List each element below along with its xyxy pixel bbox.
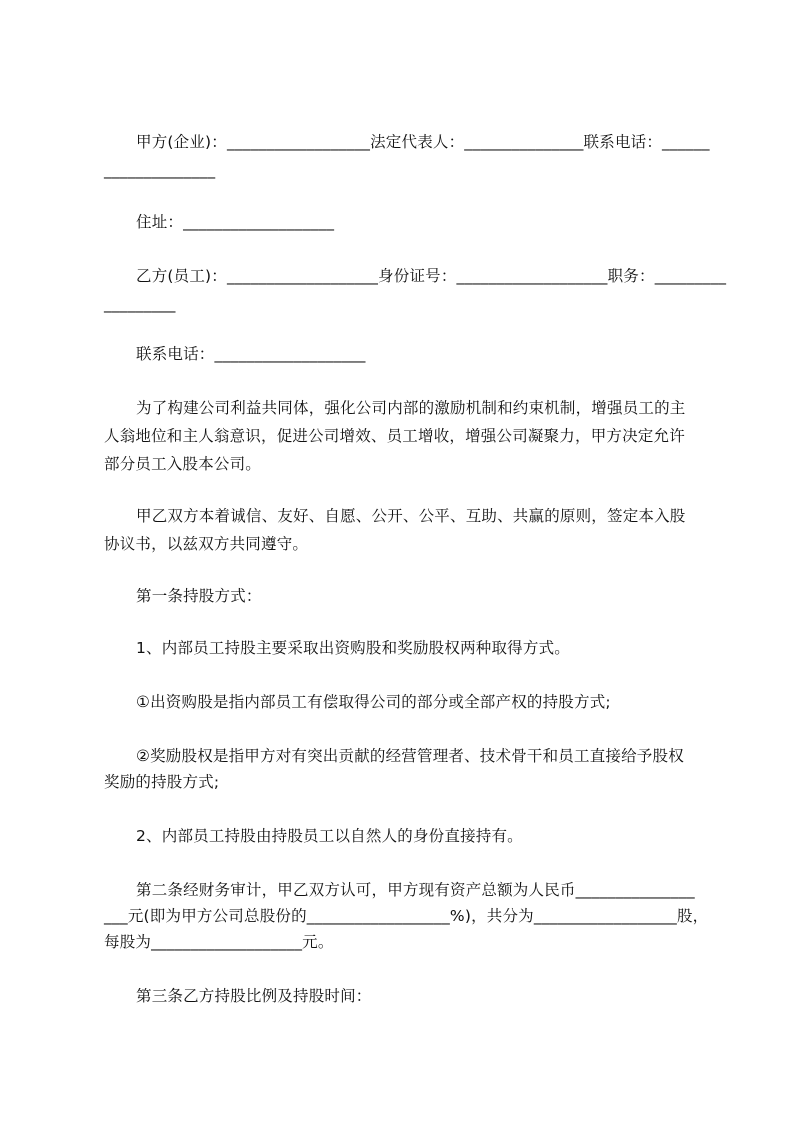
party-b-phone: 联系电话：___________________ xyxy=(136,345,366,363)
article-1-item-1b-line-2: 奖励的持股方式; xyxy=(104,773,220,791)
preamble-line-2: 人翁地位和主人翁意识，促进公司增效、员工增收，增强公司凝聚力，甲方决定允许 xyxy=(104,427,685,445)
article-2-line-3: 每股为___________________元。 xyxy=(104,933,334,951)
party-b-line: 乙方(员工)：___________________身份证号：___________________职务：_________ xyxy=(136,267,727,285)
article-3-heading: 第三条乙方持股比例及持股时间： xyxy=(136,987,372,1005)
party-a-line: 甲方(企业)：__________________法定代表人：_______________联系电话：______ xyxy=(136,133,710,151)
article-1-item-1a: ①出资购股是指内部员工有偿取得公司的部分或全部产权的持股方式; xyxy=(136,693,611,711)
article-1-item-1: 1、内部员工持股主要采取出资购股和奖励股权两种取得方式。 xyxy=(136,639,570,657)
preamble-line-1: 为了构建公司利益共同体，强化公司内部的激励机制和约束机制，增强员工的主 xyxy=(136,399,686,417)
article-1-heading: 第一条持股方式： xyxy=(136,587,262,605)
preamble-line-3: 部分员工入股本公司。 xyxy=(104,455,262,473)
article-1-item-1b-line-1: ②奖励股权是指甲方对有突出贡献的经营管理者、技术骨干和员工直接给予股权 xyxy=(136,747,684,765)
article-2-line-1: 第二条经财务审计，甲乙双方认可，甲方现有资产总额为人民币_______________ xyxy=(136,881,695,899)
article-1-item-2: 2、内部员工持股由持股员工以自然人的身份直接持有。 xyxy=(136,827,523,845)
party-a-line-cont: ______________ xyxy=(104,161,216,179)
party-b-line-cont: _________ xyxy=(104,295,176,313)
principle-line-1: 甲乙双方本着诚信、友好、自愿、公开、公平、互助、共赢的原则，签定本入股 xyxy=(136,507,686,525)
article-2-line-2: ___元(即为甲方公司总股份的__________________%)，共分为__________________股， xyxy=(104,907,709,925)
principle-line-2: 协议书，以兹双方共同遵守。 xyxy=(104,535,309,553)
party-a-address: 住址：___________________ xyxy=(136,213,335,231)
